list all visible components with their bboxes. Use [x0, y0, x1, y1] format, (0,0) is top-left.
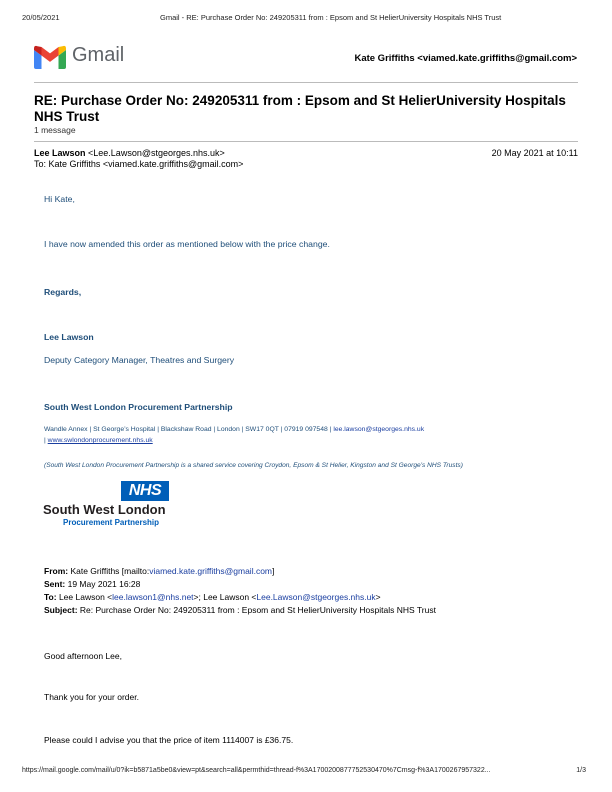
message-recipient: To: Kate Griffiths <viamed.kate.griffiths@gmail.com>: [34, 159, 244, 169]
gmail-wordmark: Gmail: [72, 44, 125, 66]
fwd-from: From: Kate Griffiths [mailto:viamed.kate.griffiths@gmail.com]: [44, 566, 275, 576]
signature-address: Wandle Annex | St George’s Hospital | Blackshaw Road | London | SW17 0QT | 07919 097548 | lee.lawson@stgeorges.nhs.uk: [44, 426, 425, 433]
print-title: Gmail - RE: Purchase Order No: 249205311 from : Epsom and St HelierUniversity Hospitals NHS Trust: [160, 13, 502, 22]
print-date: 20/05/2021: [22, 13, 60, 22]
fwd-subject: Subject: Re: Purchase Order No: 249205311 from : Epsom and St HelierUniversity Hospitals NHS Trust: [44, 605, 436, 615]
print-url: https://mail.google.com/mail/u/0?ik=b5871a5be0&view=pt&search=all&permthid=thread-f%3A1700200877752530470%7Cmsg-f%3A1700267957322...: [22, 767, 491, 774]
fwd-to-email-link-1[interactable]: lee.lawson1@nhs.net: [112, 592, 194, 602]
signature-website: | www.swlondonprocurement.nhs.uk: [44, 437, 153, 444]
signature-organisation: South West London Procurement Partnership: [44, 402, 233, 412]
print-page-number: 1/3: [576, 767, 586, 774]
message-date: 20 May 2021 at 10:11: [491, 148, 578, 158]
body-greeting: Hi Kate,: [44, 194, 75, 204]
gmail-m-icon: [34, 45, 66, 69]
fwd-sent: Sent: 19 May 2021 16:28: [44, 579, 141, 589]
fwd-price-line: Please could I advise you that the price of item 1114007 is £36.75.: [44, 735, 294, 745]
fwd-to-email-link-2[interactable]: Lee.Lawson@stgeorges.nhs.uk: [256, 592, 376, 602]
sender-email: <Lee.Lawson@stgeorges.nhs.uk>: [88, 148, 225, 158]
account-identity: Kate Griffiths <viamed.kate.griffiths@gmail.com>: [354, 53, 577, 64]
logo-line2: Procurement Partnership: [63, 518, 160, 527]
signature-note: (South West London Procurement Partnership is a shared service covering Croydon, Epsom & St Helier, Kingston and St George’s NHS Trusts): [44, 462, 463, 469]
nhs-badge: NHS: [121, 481, 169, 501]
website-link[interactable]: www.swlondonprocurement.nhs.uk: [47, 437, 153, 444]
gmail-logo[interactable]: [34, 44, 134, 70]
fwd-greeting: Good afternoon Lee,: [44, 651, 122, 661]
message-sender: [34, 148, 225, 158]
message-count: 1 message: [34, 125, 76, 135]
fwd-thanks: Thank you for your order.: [44, 692, 139, 702]
signature-name: Lee Lawson: [44, 332, 94, 342]
thread-subject: RE: Purchase Order No: 249205311 from : Epsom and St HelierUniversity Hospitals NHS Trust: [34, 93, 566, 124]
logo-line1: South West London: [43, 502, 166, 517]
subject-divider: [34, 141, 578, 142]
fwd-from-email-link[interactable]: viamed.kate.griffiths@gmail.com: [149, 566, 272, 576]
signature-title: Deputy Category Manager, Theatres and Surgery: [44, 355, 235, 365]
body-regards: Regards,: [44, 287, 82, 297]
header-divider: [34, 82, 578, 83]
sender-name: Lee Lawson: [34, 148, 86, 158]
body-line: I have now amended this order as mentioned below with the price change.: [44, 239, 330, 249]
signature-email-link[interactable]: lee.lawson@stgeorges.nhs.uk: [333, 426, 425, 433]
fwd-to: To: Lee Lawson <lee.lawson1@nhs.net>; Lee Lawson <Lee.Lawson@stgeorges.nhs.uk>: [44, 592, 381, 602]
swlpp-logo: [43, 480, 173, 530]
